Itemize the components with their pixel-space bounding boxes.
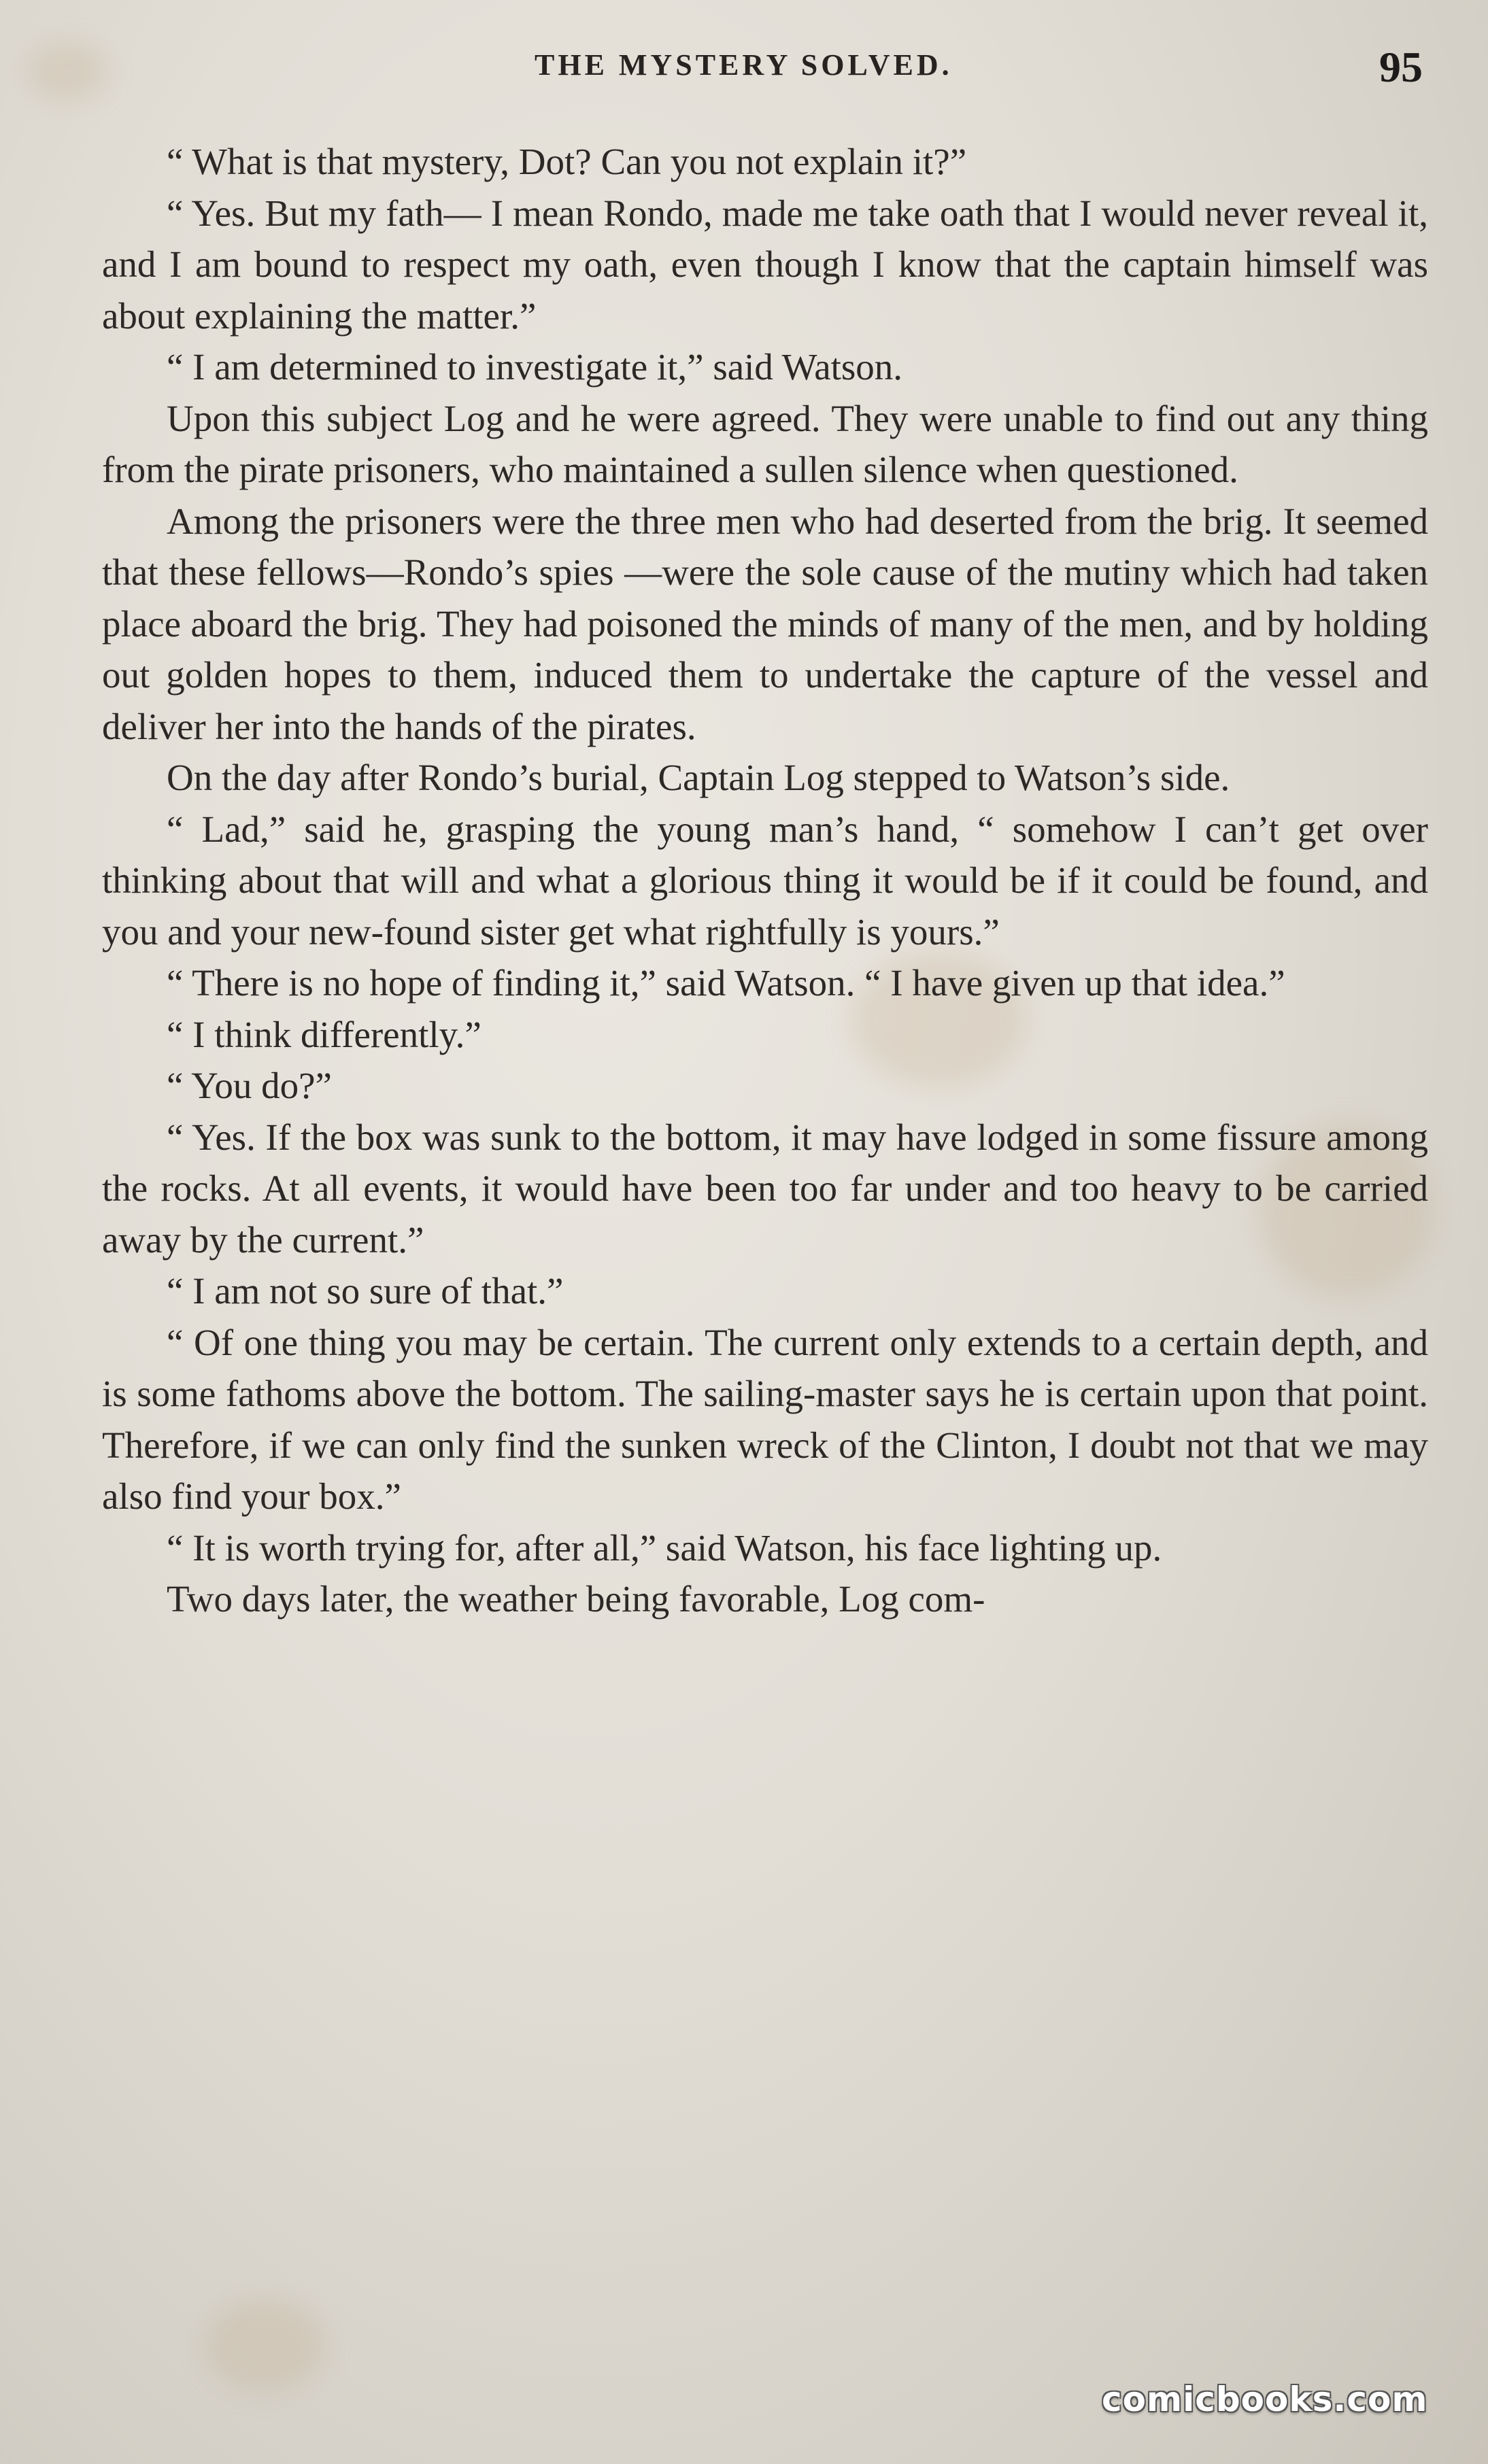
- paragraph: Two days later, the weather being favorable, Log com-: [167, 1578, 985, 1620]
- page-header: [0, 43, 1488, 102]
- paragraph: “ Of one thing you may be certain. The current only extends to a certain depth, and is some fathoms above the bottom. The sailing-master says he is certain upon that point. Therefore, if we can only find the sunken wreck of the Clinton, I doubt not that we may also find your box.”: [102, 1321, 1428, 1517]
- paragraph: “ You do?”: [167, 1065, 332, 1106]
- paragraph: “ I am determined to investigate it,” said Watson.: [167, 346, 903, 388]
- paragraph: “ I think differently.”: [167, 1013, 481, 1055]
- paper-stain: [204, 2298, 326, 2393]
- paragraph: “ Yes. If the box was sunk to the bottom, it may have lodged in some fissure among the rocks. At all events, it would have been too far under and too heavy to be carried away by the current.”: [102, 1116, 1428, 1261]
- paragraph: “ Lad,” said he, grasping the young man’s hand, “ somehow I can’t get over thinking about that will and what a glorious thing it would be if it could be found, and you and your new-found sister get what rightfully is yours.”: [102, 808, 1428, 953]
- running-head: THE MYSTERY SOLVED.: [535, 48, 953, 82]
- paragraph: “ I am not so sure of that.”: [167, 1270, 564, 1312]
- paragraph: “ There is no hope of finding it,” said Watson. “ I have given up that idea.”: [167, 962, 1285, 1004]
- watermark: comicbooks.com: [1102, 2380, 1428, 2419]
- page-number: 95: [1379, 43, 1423, 91]
- paragraph: Upon this subject Log and he were agreed. They were unable to find out any thing from the pirate prisoners, who maintained a sullen silence when questioned.: [102, 397, 1428, 490]
- body-text: [102, 136, 1428, 1625]
- paragraph: “ What is that mystery, Dot? Can you not explain it?”: [167, 141, 967, 182]
- paragraph: “ It is worth trying for, after all,” said Watson, his face lighting up.: [167, 1526, 1162, 1569]
- paragraph: “ Yes. But my fath— I mean Rondo, made me take oath that I would never reveal it, and I am bound to respect my oath, even though I know that the captain himself was about explaining the matter.”: [102, 192, 1428, 337]
- paragraph: Among the prisoners were the three men who had deserted from the brig. It seemed that these fellows—Rondo’s spies —were the sole cause of the mutiny which had taken place aboard the brig. They had poisoned the minds of many of the men, and by holding out golden hopes to them, induced them to undertake the capture of the vessel and deliver her into the hands of the pirates.: [102, 500, 1428, 747]
- paragraph: On the day after Rondo’s burial, Captain Log stepped to Watson’s side.: [167, 757, 1230, 798]
